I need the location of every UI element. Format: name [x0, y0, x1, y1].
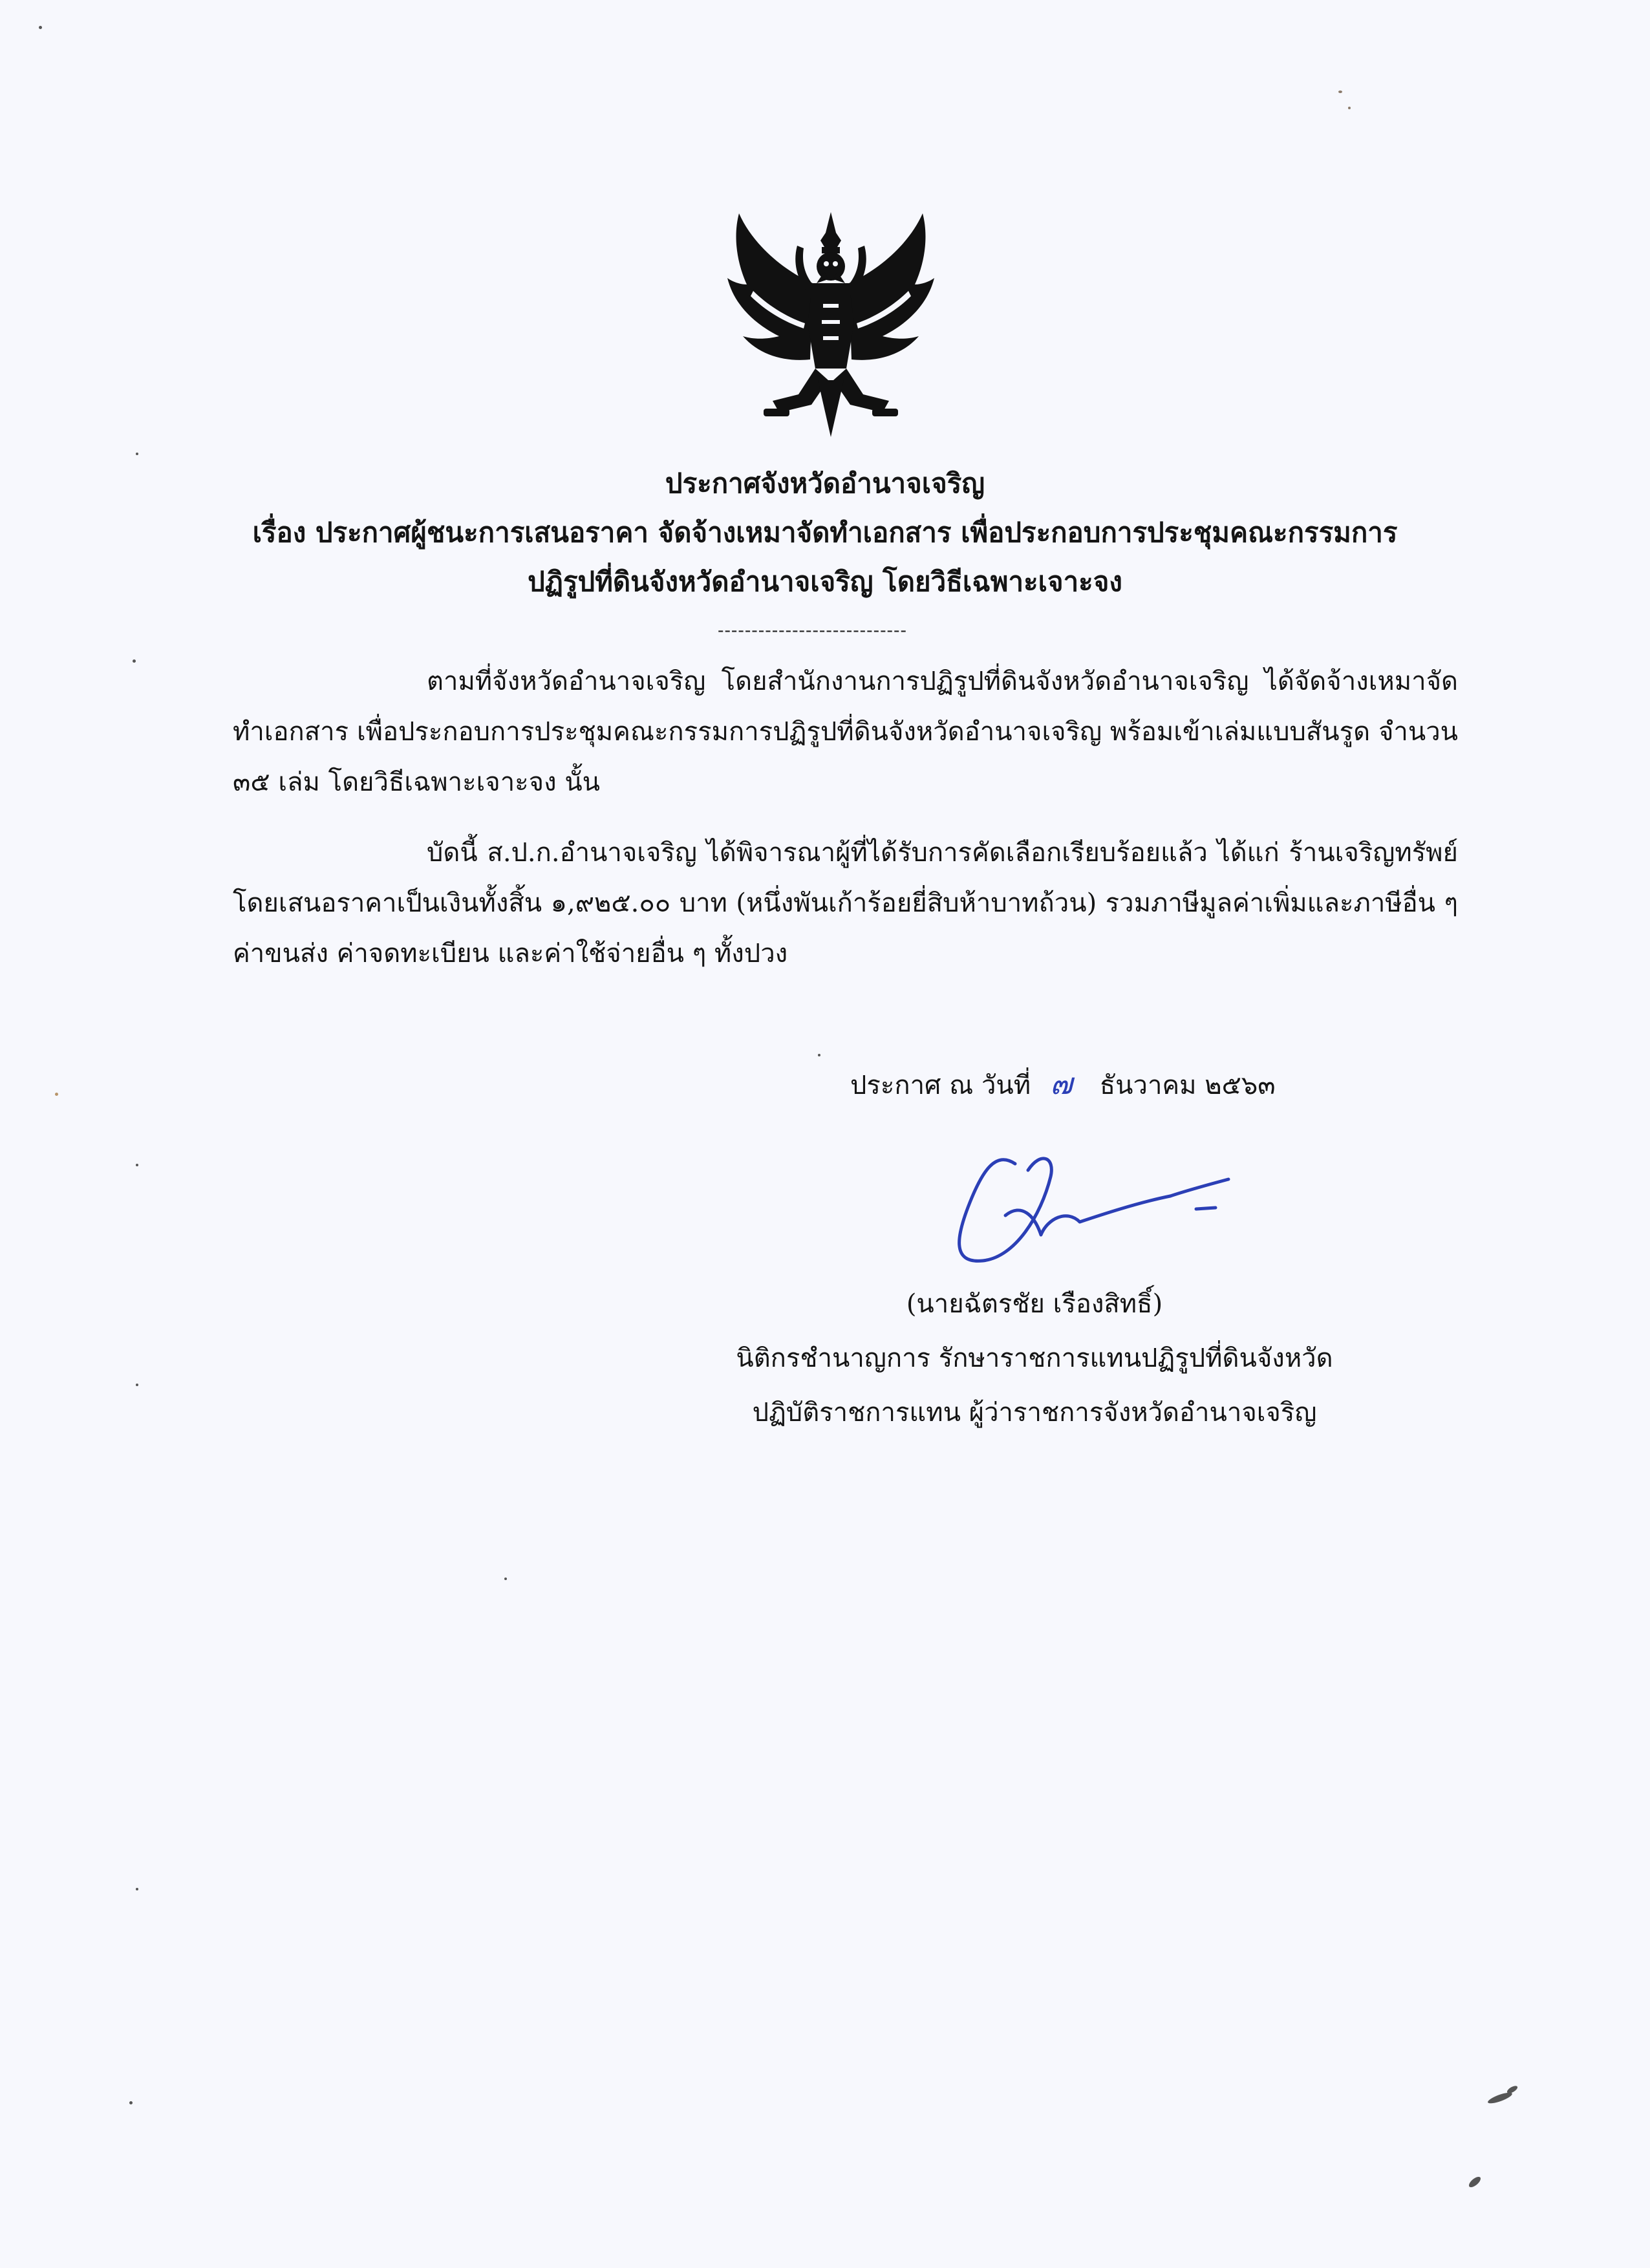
scan-speck	[504, 1578, 507, 1580]
scan-speck	[136, 1384, 138, 1386]
scan-speck	[1338, 91, 1342, 93]
signatory-name: (นายฉัตรชัย เรืองสิทธิ์)	[906, 1289, 1163, 1319]
scan-speck	[1467, 2175, 1482, 2189]
paragraph-1-text: ตามที่จังหวัดอำนาจเจริญ โดยสำนักงานการปฏิรูปที่ดินจังหวัดอำนาจเจริญ ได้จัดจ้างเหมาจัดทำเอกสาร เพื่อประกอบการประชุมคณะกรรมการปฏิรูปที่ดินจังหวัดอำนาจเจริญ พร้อมเข้าเล่มแบบสันรูด จำนวน ๓๕ เล่ม โดยวิธีเฉพาะเจาะจง นั้น	[233, 667, 1458, 797]
scan-speck	[136, 1164, 138, 1166]
announcement-title	[194, 459, 1456, 606]
paragraph-2-text: บัดนี้ ส.ป.ก.อำนาจเจริญ ได้พิจารณาผู้ที่ได้รับการคัดเลือกเรียบร้อยแล้ว ได้แก่ ร้านเจริญทรัพย์ โดยเสนอราคาเป็นเงินทั้งสิ้น ๑,๙๒๕.๐๐ บาท (หนึ่งพันเก้าร้อยยี่สิบห้าบาทถ้วน) รวมภาษีมูลค่าเพิ่มและภาษีอื่น ๆ ค่าขนส่ง ค่าจดทะเบียน และค่าใช้จ่ายอื่น ๆ ทั้งปวง	[233, 838, 1458, 968]
scan-speck	[55, 1093, 58, 1096]
date-prefix: ประกาศ ณ วันที่	[850, 1071, 1031, 1100]
scan-speck	[133, 659, 136, 663]
title-line-2: เรื่อง ประกาศผู้ชนะการเสนอราคา จัดจ้างเหมาจัดทำเอกสาร เพื่อประกอบการประชุมคณะกรรมการ	[252, 517, 1398, 548]
scan-speck	[818, 1054, 820, 1056]
title-separator: ----------------------------	[718, 619, 907, 641]
garuda-emblem-icon	[727, 207, 934, 440]
scan-speck	[1348, 107, 1351, 109]
title-line-1: ประกาศจังหวัดอำนาจเจริญ	[665, 467, 985, 499]
signatory-position-1: นิติกรชำนาญการ รักษาราชการแทนปฏิรูปที่ดินจังหวัด	[736, 1343, 1333, 1373]
paragraph-1	[233, 656, 1458, 808]
handwritten-signature-icon	[944, 1125, 1261, 1280]
scan-speck	[136, 453, 138, 455]
announcement-date	[850, 1060, 1276, 1107]
date-month-year: ธันวาคม ๒๕๖๓	[1099, 1071, 1276, 1100]
scan-speck	[39, 26, 42, 29]
signatory-position-2: ปฏิบัติราชการแทน ผู้ว่าราชการจังหวัดอำนาจเจริญ	[752, 1398, 1317, 1428]
paragraph-2	[233, 828, 1458, 979]
scan-speck	[129, 2101, 133, 2104]
signatory-block	[711, 1277, 1358, 1440]
scan-speck	[136, 1888, 138, 1890]
title-line-3: ปฏิรูปที่ดินจังหวัดอำนาจเจริญ โดยวิธีเฉพาะเจาะจง	[528, 566, 1122, 597]
date-day-handwritten: ๗	[1050, 1066, 1073, 1101]
scan-speck	[1506, 2084, 1519, 2095]
